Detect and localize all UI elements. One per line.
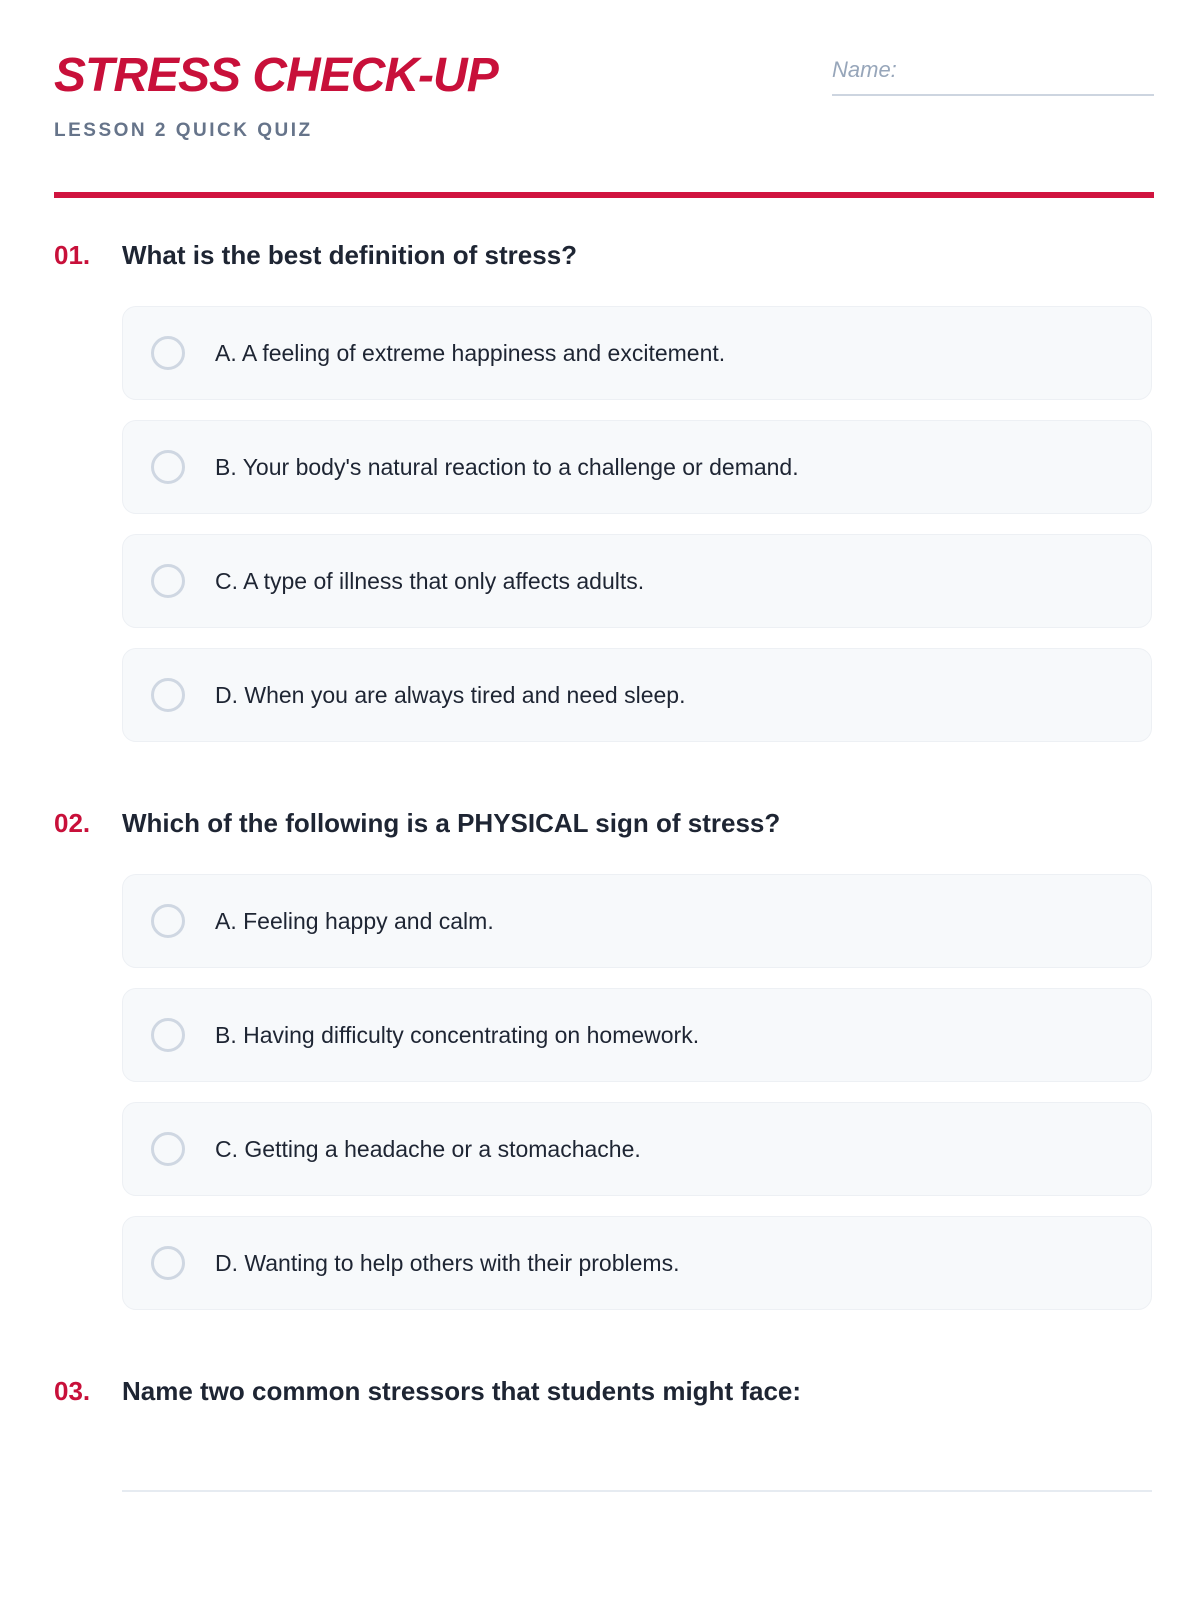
question-text: Name two common stressors that students might face: bbox=[122, 1376, 802, 1406]
question-1 bbox=[54, 240, 1154, 708]
question-2 bbox=[54, 808, 1154, 1276]
quiz-page bbox=[54, 0, 1154, 1406]
radio-button[interactable] bbox=[151, 1018, 185, 1052]
option-label: A. Feeling happy and calm. bbox=[215, 907, 494, 934]
option-1d[interactable] bbox=[122, 648, 1152, 742]
option-label: B. Having difficulty concentrating on homework. bbox=[215, 1021, 700, 1048]
radio-button[interactable] bbox=[151, 678, 185, 712]
page-subtitle: LESSON 2 QUICK QUIZ bbox=[54, 120, 313, 141]
option-1b[interactable] bbox=[122, 420, 1152, 514]
option-1c[interactable] bbox=[122, 534, 1152, 628]
option-label: B. Your body's natural reaction to a challenge or demand. bbox=[215, 453, 799, 480]
question-number: 02. bbox=[54, 808, 91, 838]
option-2b[interactable] bbox=[122, 988, 1152, 1082]
question-number: 03. bbox=[54, 1376, 91, 1406]
page-title: STRESS CHECK-UP bbox=[54, 49, 498, 102]
option-label: C. Getting a headache or a stomachache. bbox=[215, 1135, 641, 1162]
radio-button[interactable] bbox=[151, 336, 185, 370]
question-text: Which of the following is a PHYSICAL sign of stress? bbox=[122, 808, 781, 838]
quiz-header bbox=[54, 0, 1154, 198]
option-2d[interactable] bbox=[122, 1216, 1152, 1310]
radio-button[interactable] bbox=[151, 904, 185, 938]
option-label: C. A type of illness that only affects adults. bbox=[215, 567, 645, 594]
question-number: 01. bbox=[54, 240, 91, 270]
question-3-heading bbox=[54, 1376, 1154, 1416]
radio-button[interactable] bbox=[151, 1132, 185, 1166]
radio-button[interactable] bbox=[151, 564, 185, 598]
option-label: D. Wanting to help others with their problems. bbox=[215, 1249, 680, 1276]
name-input[interactable] bbox=[832, 50, 1154, 90]
option-2c[interactable] bbox=[122, 1102, 1152, 1196]
question-1-heading bbox=[54, 240, 1154, 280]
radio-button[interactable] bbox=[151, 1246, 185, 1280]
option-label: D. When you are always tired and need sleep. bbox=[215, 681, 686, 708]
question-2-heading bbox=[54, 808, 1154, 848]
question-text: What is the best definition of stress? bbox=[122, 240, 578, 270]
name-field bbox=[832, 50, 1154, 96]
option-label: A. A feeling of extreme happiness and excitement. bbox=[215, 339, 726, 366]
question-3 bbox=[54, 1376, 1154, 1416]
option-2a[interactable] bbox=[122, 874, 1152, 968]
radio-button[interactable] bbox=[151, 450, 185, 484]
answer-line[interactable] bbox=[122, 1490, 1152, 1492]
option-1a[interactable] bbox=[122, 306, 1152, 400]
